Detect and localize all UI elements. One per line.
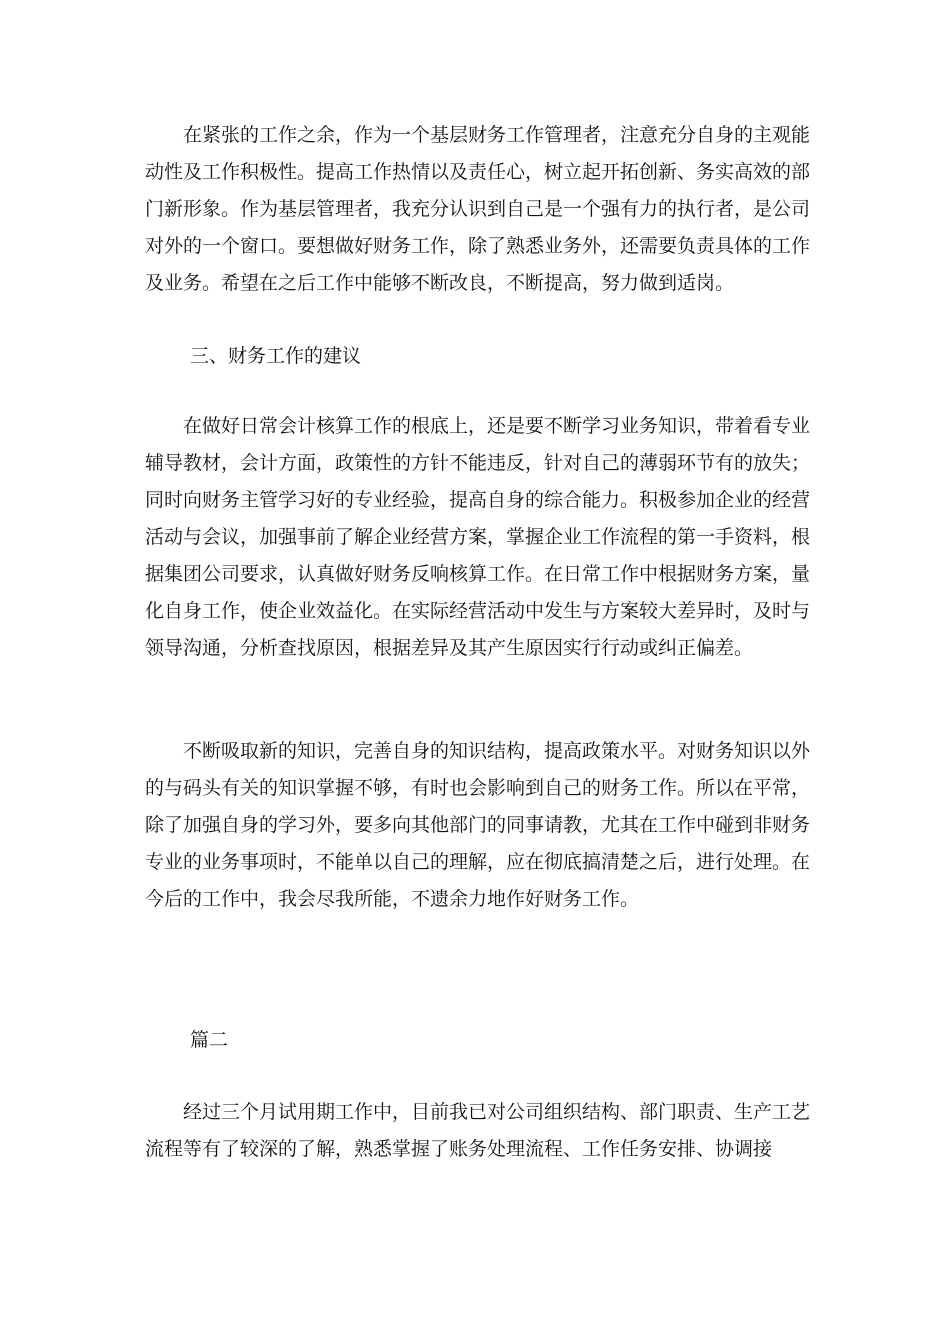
part-heading-2: 篇二	[190, 1029, 229, 1051]
paragraph-work-attitude: 在紧张的工作之余，作为一个基层财务工作管理者，注意充分自身的主观能动性及工作积极性。提高工作热情以及责任心，树立起开拓创新、务实高效的部门新形象。作为基层管理者，我充分认识到自己是一个强有力的执行者，是公司对外的一个窗口。要想做好财务工作，除了熟悉业务外，还需要负责具体的工作及业务。希望在之后工作中能够不断改良，不断提高，努力做到适岗。	[145, 124, 811, 294]
paragraph-accounting-suggestions: 在做好日常会计核算工作的根底上，还是要不断学习业务知识，带着看专业辅导教材，会计方面，政策性的方针不能违反，针对自己的薄弱环节有的放失；同时向财务主管学习好的专业经验，提高自身的综合能力。积极参加企业的经营活动与会议，加强事前了解企业经营方案，掌握企业工作流程的第一手资料，根据集团公司要求，认真做好财务反响核算工作。在日常工作中根据财务方案，量化自身工作，使企业效益化。在实际经营活动中发生与方案较大差异时，及时与领导沟通，分析查找原因，根据差异及其产生原因实行行动或纠正偏差。	[145, 415, 811, 659]
paragraph-continuous-learning: 不断吸取新的知识，完善自身的知识结构，提高政策水平。对财务知识以外的与码头有关的知识掌握不够，有时也会影响到自己的财务工作。所以在平常，除了加强自身的学习外，要多向其他部门的同事请教，尤其在工作中碰到非财务专业的业务事项时，不能单以自己的理解，应在彻底搞清楚之后，进行处理。在今后的工作中，我会尽我所能，不遗余力地作好财务工作。	[145, 740, 811, 910]
paragraph-probation-summary: 经过三个月试用期工作中，目前我已对公司组织结构、部门职责、生产工艺流程等有了较深的了解，熟悉掌握了账务处理流程、工作任务安排、协调接	[145, 1101, 811, 1160]
section-heading-suggestions: 三、财务工作的建议	[190, 345, 362, 367]
